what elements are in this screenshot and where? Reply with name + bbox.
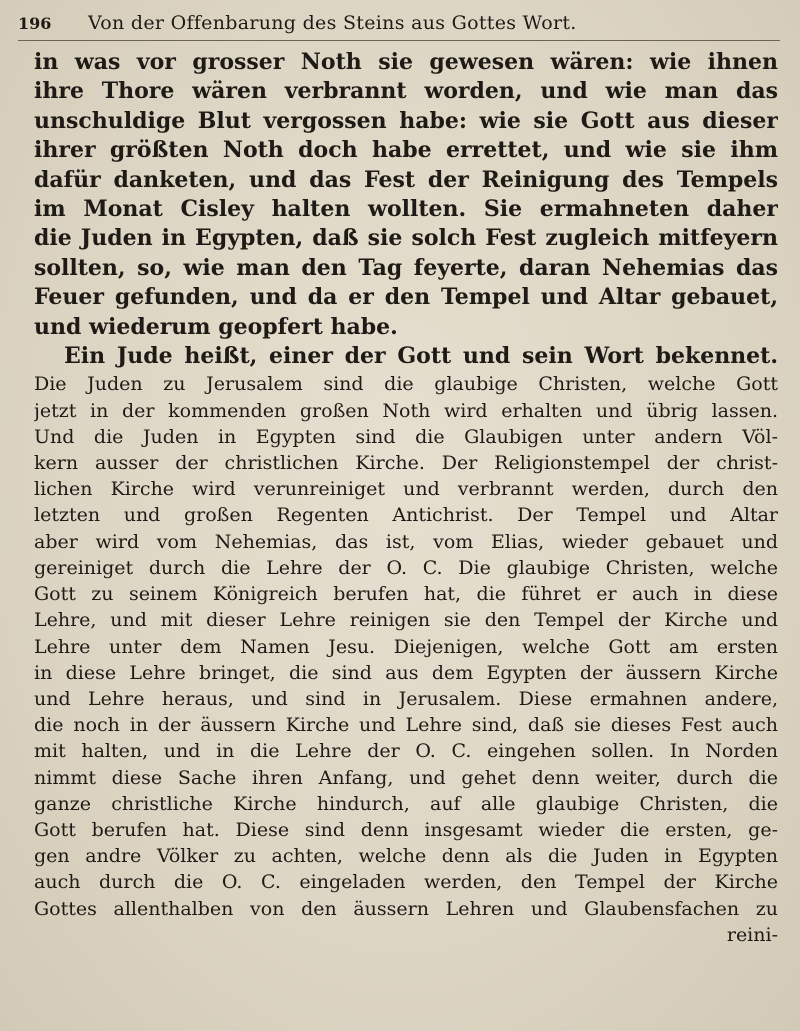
text-line: Gottes allenthalben von den äussern Lehren und Glaubensfachen zu bbox=[34, 897, 778, 920]
text-line: im Monat Cisley halten wollten. Sie ermahneten daher bbox=[34, 196, 778, 223]
header-rule bbox=[18, 40, 780, 41]
text-line: kern ausser der christlichen Kirche. Der Religionstempel der christ- bbox=[34, 452, 778, 475]
text-line: in was vor grosser Noth sie gewesen wären: wie ihnen bbox=[34, 49, 778, 75]
text-line: Lehre unter dem Namen Jesu. Diejenigen, welche Gott am ersten bbox=[34, 635, 778, 658]
text-line: in diese Lehre bringet, die sind aus dem Egypten der äussern Kirche bbox=[34, 661, 778, 684]
text-line: und wiederum geopfert habe. bbox=[34, 313, 398, 340]
text-line: unschuldige Blut vergossen habe: wie sie Gott aus dieser bbox=[34, 107, 778, 134]
text-line: Lehre, und mit dieser Lehre reinigen sie den Tempel der Kirche und bbox=[34, 609, 778, 632]
text-line: gen andre Völker zu achten, welche denn als die Juden in Egypten bbox=[34, 845, 778, 868]
text-line: Die Juden zu Jerusalem sind die glaubige Christen, welche Gott bbox=[34, 373, 778, 396]
text-line: ihre Thore wären verbrannt worden, und wie man das bbox=[34, 78, 778, 105]
text-line: dafür danketen, und das Fest der Reinigung des Tempels bbox=[34, 166, 778, 193]
running-title: Von der Offenbarung des Steins aus Gottes Wort. bbox=[88, 12, 577, 34]
text-line: die noch in der äussern Kirche und Lehre sind, daß sie dieses Fest auch bbox=[34, 714, 778, 737]
text-line: nimmt diese Sache ihren Anfang, und gehet denn weiter, durch die bbox=[34, 766, 778, 789]
text-line: Feuer gefunden, und da er den Tempel und Altar gebauet, bbox=[34, 284, 778, 311]
text-line: Und die Juden in Egypten sind die Glaubigen unter andern Völ- bbox=[34, 425, 778, 448]
text-line: Gott berufen hat. Diese sind denn insgesamt wieder die ersten, ge- bbox=[34, 818, 778, 841]
text-line: und Lehre heraus, und sind in Jerusalem. Diese ermahnen andere, bbox=[34, 687, 778, 710]
paragraph-large bbox=[34, 48, 778, 371]
text-line: letzten und großen Regenten Antichrist. Der Tempel und Altar bbox=[34, 504, 778, 527]
catchword: reini- bbox=[726, 923, 778, 946]
text-line: auch durch die O. C. eingeladen werden, den Tempel der Kirche bbox=[34, 871, 778, 894]
text-line: jetzt in der kommenden großen Noth wird erhalten und übrig lassen. bbox=[34, 399, 778, 422]
text-line: sollten, so, wie man den Tag feyerte, daran Nehemias das bbox=[34, 254, 778, 281]
text-line: die Juden in Egypten, daß sie solch Fest zugleich mitfeyern bbox=[34, 225, 778, 252]
body-text bbox=[34, 48, 778, 948]
text-line: lichen Kirche wird verunreiniget und verbrannt werden, durch den bbox=[34, 478, 778, 501]
text-line: gereiniget durch die Lehre der O. C. Die glaubige Christen, welche bbox=[34, 556, 778, 579]
text-line: ihrer größten Noth doch habe errettet, und wie sie ihm bbox=[34, 137, 778, 164]
text-line: mit halten, und in die Lehre der O. C. eingehen sollen. In Norden bbox=[34, 740, 778, 763]
page-number: 196 bbox=[18, 14, 52, 33]
text-line: Gott zu seinem Königreich berufen hat, die führet er auch in diese bbox=[34, 583, 778, 606]
definition-line: Ein Jude heißt, einer der Gott und sein Wort bekennet. bbox=[64, 343, 778, 370]
running-head bbox=[18, 0, 778, 40]
paragraph-small bbox=[34, 371, 778, 947]
text-line: aber wird vom Nehemias, das ist, vom Elias, wieder gebauet und bbox=[34, 530, 778, 553]
text-line: ganze christliche Kirche hindurch, auf alle glaubige Christen, die bbox=[34, 792, 778, 815]
